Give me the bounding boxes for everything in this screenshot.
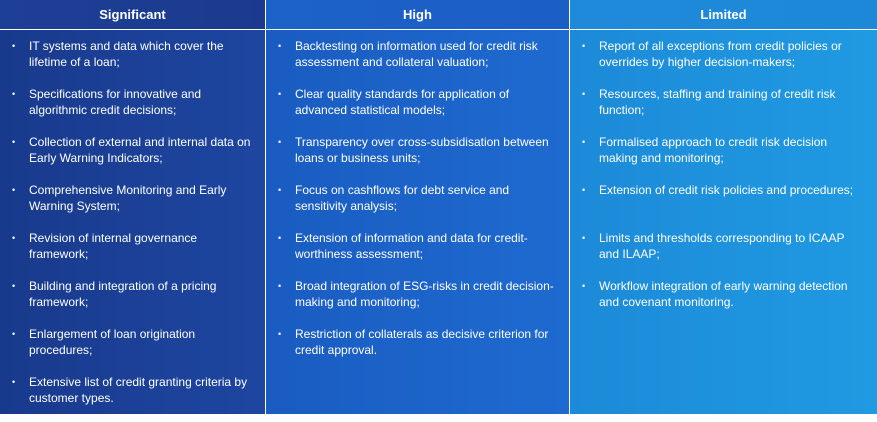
bullet-icon: • <box>278 89 282 99</box>
list-item <box>0 38 265 86</box>
list-item-text: Broad integration of ESG-risks in credit decision-making and monitoring; <box>295 279 554 309</box>
significant-item-list <box>0 38 265 422</box>
list-item-text: Revision of internal governance framework; <box>29 231 198 261</box>
list-item-text: Limits and thresholds corresponding to ICAAP and ILAAP; <box>599 231 845 261</box>
list-item-text: Extension of credit risk policies and procedures; <box>599 183 854 197</box>
column-significant <box>0 30 266 414</box>
list-item <box>0 86 265 134</box>
bullet-icon: • <box>12 281 16 291</box>
high-item-list <box>266 38 569 374</box>
bullet-icon: • <box>278 185 282 195</box>
list-item <box>570 86 877 134</box>
list-item <box>0 182 265 230</box>
bullet-icon: • <box>12 41 16 51</box>
list-item-text: Restriction of collaterals as decisive criterion for credit approval. <box>295 327 549 357</box>
bullet-icon: • <box>278 233 282 243</box>
list-item <box>0 230 265 278</box>
list-item-text: Enlargement of loan origination procedures; <box>29 327 196 357</box>
column-high <box>266 30 570 414</box>
column-header-limited: Limited <box>570 0 877 30</box>
list-item-text: Comprehensive Monitoring and Early Warning System; <box>29 183 227 213</box>
list-item-text: Workflow integration of early warning detection and covenant monitoring. <box>599 279 848 309</box>
list-item <box>266 38 569 86</box>
list-item-text: Clear quality standards for application of advanced statistical models; <box>295 87 510 117</box>
list-item-text: Formalised approach to credit risk decision making and monitoring; <box>599 135 828 165</box>
list-item <box>0 134 265 182</box>
bullet-icon: • <box>12 137 16 147</box>
list-item <box>570 230 877 278</box>
list-item-text: Specifications for innovative and algorithmic credit decisions; <box>29 87 202 117</box>
list-item <box>0 374 265 422</box>
list-item-text: Report of all exceptions from credit policies or overrides by higher decision-makers; <box>599 39 842 69</box>
bullet-icon: • <box>582 137 586 147</box>
bullet-icon: • <box>582 233 586 243</box>
list-item <box>0 278 265 326</box>
bullet-icon: • <box>278 329 282 339</box>
list-item <box>266 278 569 326</box>
list-item <box>266 86 569 134</box>
list-item <box>570 38 877 86</box>
list-item <box>266 134 569 182</box>
list-item <box>0 326 265 374</box>
list-item-text: Extensive list of credit granting criteria by customer types. <box>29 375 248 405</box>
bullet-icon: • <box>12 329 16 339</box>
bullet-icon: • <box>278 41 282 51</box>
column-header-high: High <box>266 0 570 30</box>
list-item <box>570 134 877 182</box>
bullet-icon: • <box>12 233 16 243</box>
list-item-text: Resources, staffing and training of credit risk function; <box>599 87 836 117</box>
bullet-icon: • <box>12 89 16 99</box>
column-header-significant: Significant <box>0 0 266 30</box>
list-item <box>266 326 569 374</box>
bullet-icon: • <box>582 41 586 51</box>
bullet-icon: • <box>12 377 16 387</box>
bullet-icon: • <box>278 137 282 147</box>
list-item-text: Collection of external and internal data on Early Warning Indicators; <box>29 135 251 165</box>
list-item-text: Transparency over cross-subsidisation between loans or business units; <box>295 135 549 165</box>
bullet-icon: • <box>582 281 586 291</box>
list-item-text: Focus on cashflows for debt service and sensitivity analysis; <box>295 183 510 213</box>
list-item-text: Extension of information and data for credit-worthiness assessment; <box>295 231 528 261</box>
list-item-text: Backtesting on information used for credit risk assessment and collateral valuation; <box>295 39 538 69</box>
bullet-icon: • <box>582 185 586 195</box>
list-item <box>266 182 569 230</box>
bullet-icon: • <box>12 185 16 195</box>
list-item-text: IT systems and data which cover the lifetime of a loan; <box>29 39 224 69</box>
limited-item-list <box>570 38 877 326</box>
column-limited <box>570 30 877 414</box>
list-item <box>266 230 569 278</box>
bullet-icon: • <box>582 89 586 99</box>
list-item-text: Building and integration of a pricing framework; <box>29 279 217 309</box>
list-item <box>570 278 877 326</box>
list-item <box>570 182 877 230</box>
bullet-icon: • <box>278 281 282 291</box>
